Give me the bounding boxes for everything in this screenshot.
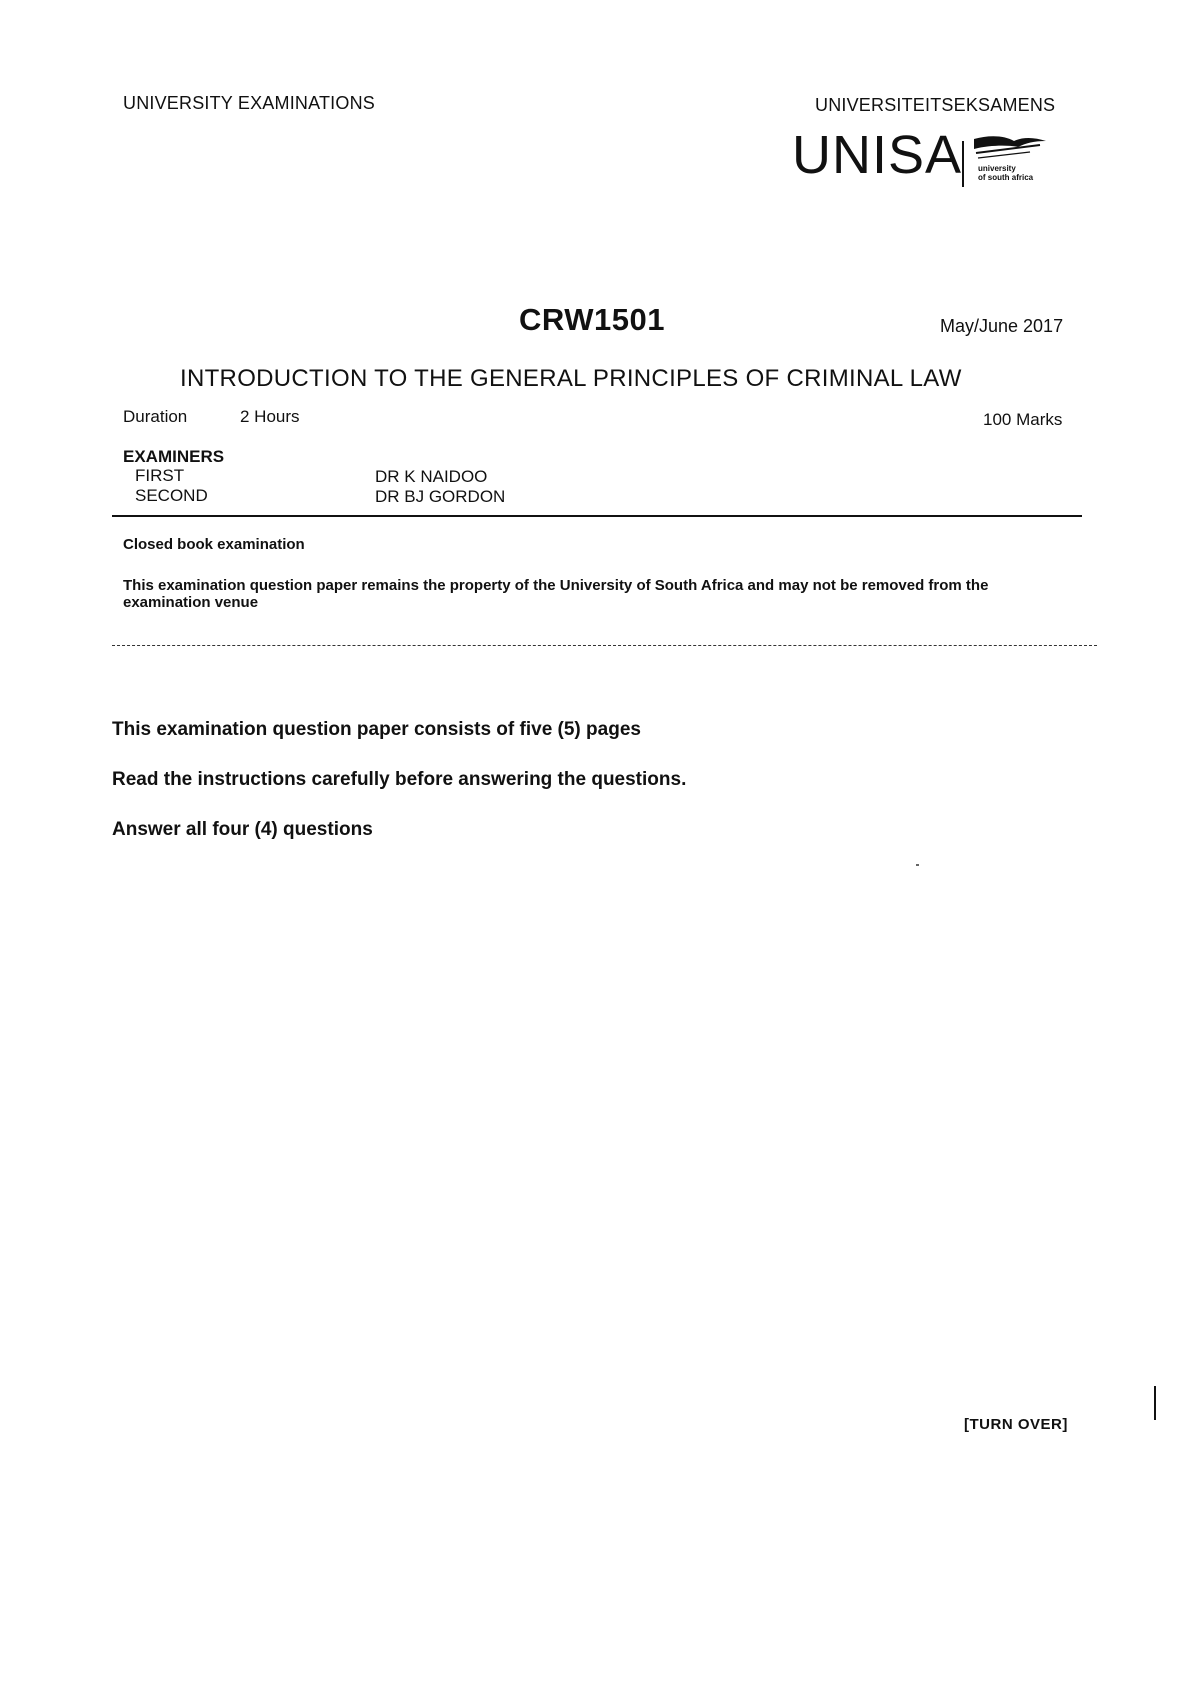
course-title: INTRODUCTION TO THE GENERAL PRINCIPLES OF CRIMINAL LAW xyxy=(180,365,962,392)
examiner-name: DR BJ GORDON xyxy=(375,487,506,506)
total-marks: 100 Marks xyxy=(983,410,1063,429)
examiner-role: FIRST xyxy=(135,466,185,485)
duration-label: Duration xyxy=(123,407,188,426)
header-left-label: UNIVERSITY EXAMINATIONS xyxy=(123,93,375,113)
notice-divider xyxy=(112,645,1097,646)
examiner-role: SECOND xyxy=(135,486,208,505)
logo-wordmark: UNISA xyxy=(792,125,963,185)
logo-tagline xyxy=(978,164,1033,182)
instruction-read-carefully: Read the instructions carefully before answering the questions. xyxy=(112,769,687,790)
examiners-heading: EXAMINERS xyxy=(123,447,225,466)
unisa-logo xyxy=(792,125,1072,193)
unisa-bird-icon xyxy=(970,133,1050,163)
closed-book-notice: Closed book examination xyxy=(123,536,305,553)
turn-over-label: [TURN OVER] xyxy=(964,1416,1068,1433)
instruction-answer-all: Answer all four (4) questions xyxy=(112,819,373,840)
scan-edge-mark xyxy=(1154,1386,1156,1420)
property-notice: This examination question paper remains the property of the University of South Africa and may not be removed from the examination venue xyxy=(123,577,989,611)
logo-tagline-line2: of south africa xyxy=(978,173,1034,182)
scan-speck xyxy=(916,864,919,866)
header-divider xyxy=(112,515,1082,517)
examiner-name: DR K NAIDOO xyxy=(375,467,488,486)
exam-date: May/June 2017 xyxy=(940,316,1064,336)
logo-tagline-line1: university xyxy=(978,164,1016,173)
header-right-label: UNIVERSITEITSEKSAMENS xyxy=(815,95,1056,115)
course-code: CRW1501 xyxy=(519,302,665,337)
duration-value: 2 Hours xyxy=(240,407,300,426)
instruction-pages: This examination question paper consists of five (5) pages xyxy=(112,719,641,740)
logo-divider xyxy=(962,141,964,187)
